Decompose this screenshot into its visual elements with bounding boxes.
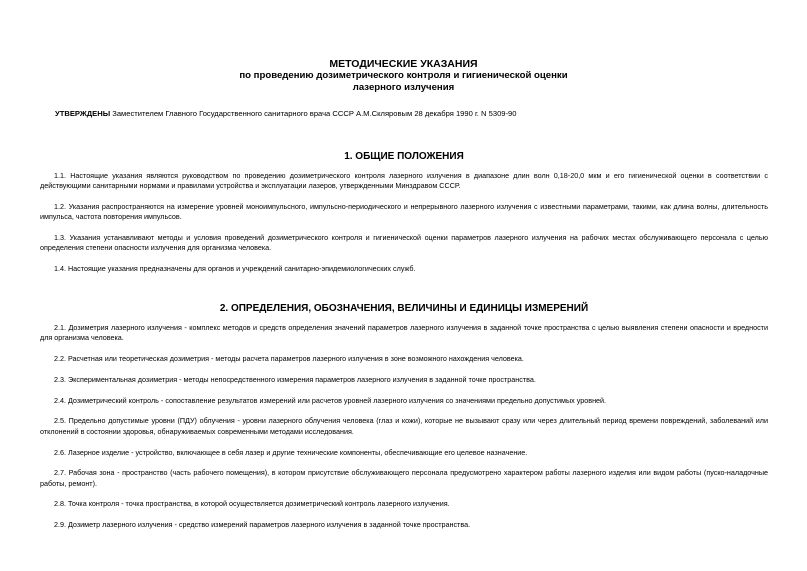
- section-1-title: 1. ОБЩИЕ ПОЛОЖЕНИЯ: [344, 151, 464, 162]
- document-header: [0, 58, 807, 94]
- paragraph-2-9: 2.9. Дозиметр лазерного излучения - средство измерений параметров лазерного излучения в заданной точке пространства.: [54, 520, 471, 530]
- paragraph-2-7: 2.7. Рабочая зона - пространство (часть рабочего помещения), в котором присутствие обслуживающего персонала предусмотрено характером работы лазерного изделия или видом работы (пуско-наладочные работы, ремонт).: [40, 468, 768, 488]
- approved-text: Заместителем Главного Государственного санитарного врача СССР А.М.Скляровым 28 декабря 1990 г. N 5309-90: [110, 109, 517, 118]
- paragraph-1-4: 1.4. Настоящие указания предназначены для органов и учреждений санитарно-эпидемиологических служб.: [54, 264, 416, 274]
- paragraph-1-2: 1.2. Указания распространяются на измерение уровней моноимпульсного, импульсно-периодического и непрерывного лазерного излучения с известными параметрами, такими, как длина волны, длительность импульса, частота повторения импульсов.: [40, 202, 768, 222]
- paragraph-2-4: 2.4. Дозиметрический контроль - сопоставление результатов измерений или расчетов уровней лазерного излучения со значениями предельно допустимых уровней.: [54, 395, 607, 405]
- document-title: МЕТОДИЧЕСКИЕ УКАЗАНИЯ: [329, 58, 478, 70]
- section-general-provisions: [40, 151, 768, 285]
- paragraph-2-8: 2.8. Точка контроля - точка пространства, в которой осуществляется дозиметрический контроль лазерного излучения.: [54, 499, 450, 509]
- paragraph-2-3: 2.3. Экспериментальная дозиметрия - методы непосредственного измерения параметров лазерного излучения в заданной точке пространства.: [54, 374, 536, 384]
- approval-line: [55, 109, 775, 119]
- paragraph-2-2: 2.2. Расчетная или теоретическая дозиметрия - методы расчета параметров лазерного излучения в зоне возможного нахождения человека.: [54, 354, 524, 364]
- approved-label: УТВЕРЖДЕНЫ: [55, 109, 111, 118]
- paragraph-1-3: 1.3. Указания устанавливают методы и условия проведений дозиметрического контроля и гигиенической оценки параметров лазерного излучения на рабочих местах обслуживающего персонала с целью определения степени опасности излучения для организма человека.: [40, 233, 768, 253]
- paragraph-2-1: 2.1. Дозиметрия лазерного излучения - комплекс методов и средств определения значений параметров лазерного излучения в заданной точке пространства с целью выявления степени опасности и вредности для организма человека.: [40, 323, 768, 343]
- section-2-title: 2. ОПРЕДЕЛЕНИЯ, ОБОЗНАЧЕНИЯ, ВЕЛИЧИНЫ И ЕДИНИЦЫ ИЗМЕРЕНИЙ: [219, 303, 589, 314]
- paragraph-1-1: 1.1. Настоящие указания являются руководством по проведению дозиметрического контроля лазерного излучения в диапазоне длин волн 0,18-20,0 мкм и его гигиенической оценки в соответствии с действующими санитарными нормами и правилами устройства и эксплуатации лазеров, утвержденными Минздравом СССР.: [40, 171, 768, 191]
- document-subtitle-line-1: по проведению дозиметрического контроля и гигиенической оценки: [239, 70, 568, 81]
- document-subtitle-line-2: лазерного излучения: [352, 82, 455, 93]
- paragraph-2-6: 2.6. Лазерное изделие - устройство, включающее в себя лазер и другие технические компоненты, обеспечивающие его целевое назначение.: [54, 447, 528, 457]
- paragraph-2-5: 2.5. Предельно допустимые уровни (ПДУ) облучения - уровни лазерного облучения человека (глаз и кожи), которые не вызывают сразу или через длительный период времени повреждений, заболеваний или отклонений в состоянии здоровья, обнаруживаемых современными методами исследования.: [40, 416, 768, 436]
- section-definitions: [40, 303, 768, 541]
